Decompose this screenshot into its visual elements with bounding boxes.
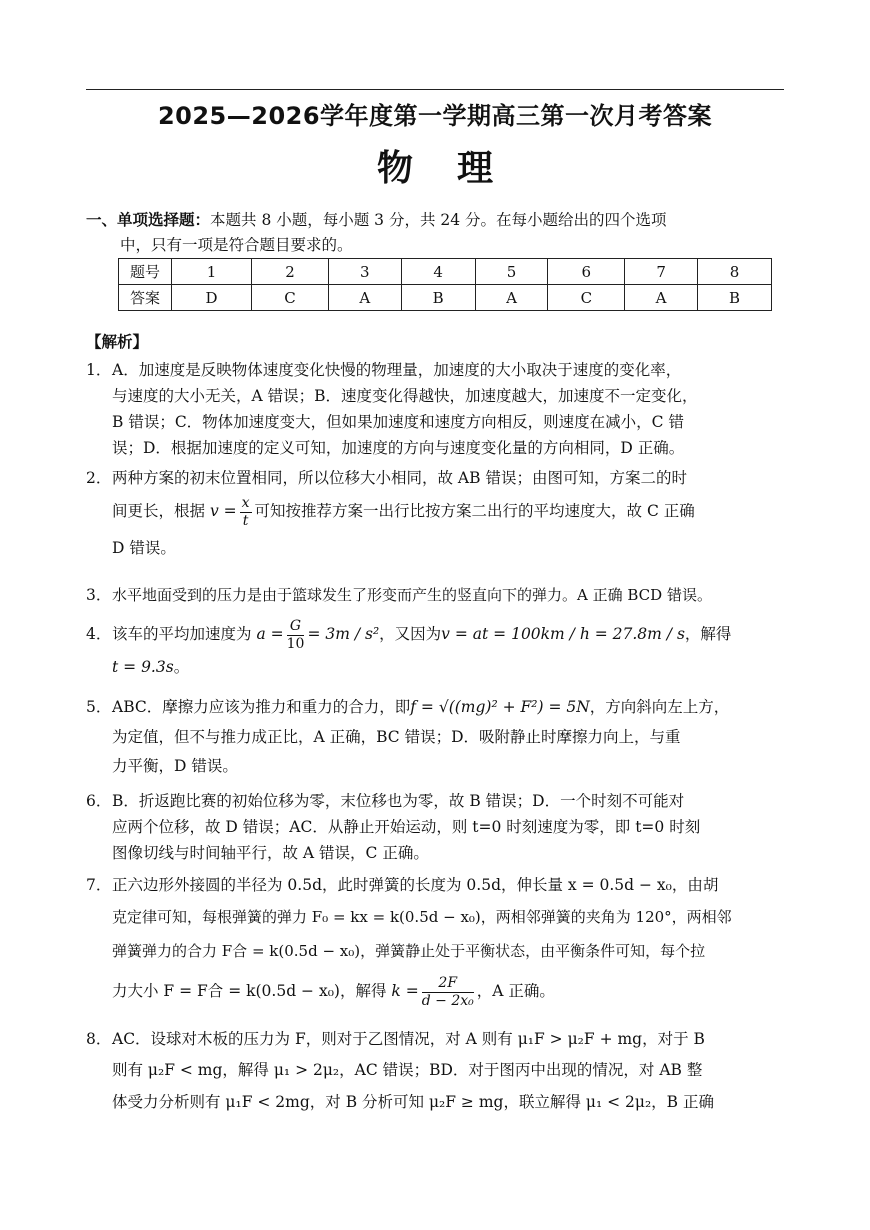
item-number: 5．	[86, 698, 112, 716]
table-cell: C	[252, 285, 329, 311]
table-cell: 4	[401, 259, 475, 285]
item-text: 。	[173, 658, 190, 676]
table-row-numbers	[119, 259, 772, 285]
item-number: 3．	[86, 586, 112, 604]
item-text: 力平衡，D 错误。	[112, 757, 238, 775]
fraction-denominator: 10	[286, 635, 305, 652]
item-text: 克定律可知，每根弹簧的弹力 F₀ = kx = k(0.5d − x₀)，两相邻弹簧的夹角为 120°，两相邻	[112, 908, 732, 926]
item-text: 与速度的大小无关，A 错误；B．速度变化得越快，加速度越大，加速度不一定变化，	[112, 387, 698, 405]
fraction-numerator: G	[287, 618, 305, 636]
item-text: 间更长，根据	[112, 502, 206, 520]
item-text: 则有 μ₂F < mg，解得 μ₁ > 2μ₂，AC 错误；BD．对于图丙中出现的情况，对 AB 整	[112, 1061, 703, 1079]
fraction-numerator: x	[241, 494, 250, 511]
answer-table	[118, 258, 772, 311]
page-title: 2025—2026学年度第一学期高三第一次月考答案	[157, 102, 713, 130]
table-cell: 1	[172, 259, 252, 285]
item-text: 该车的平均加速度为	[112, 625, 252, 643]
formula-lhs: a =	[256, 625, 284, 643]
analysis-item-3	[86, 582, 786, 608]
row-label-answer: 答案	[119, 285, 172, 311]
table-cell: 3	[328, 259, 401, 285]
item-number: 2．	[86, 469, 112, 487]
item-text: D 错误。	[112, 539, 176, 557]
table-cell: 5	[475, 259, 548, 285]
formula: t = 9.3s	[112, 658, 174, 676]
item-text: 水平地面受到的压力是由于篮球发生了形变而产生的竖直向下的弹力。A 正确 BCD 错误。	[112, 586, 712, 604]
table-cell: A	[475, 285, 548, 311]
table-cell: 2	[252, 259, 329, 285]
item-text: B．折返跑比赛的初始位移为零，末位移也为零，故 B 错误；D．一个时刻不可能对	[112, 792, 685, 810]
item-number: 1．	[86, 361, 112, 379]
table-cell: A	[328, 285, 401, 311]
subject-title: 物理	[376, 148, 537, 189]
analysis-item-1	[86, 357, 786, 461]
fraction	[240, 495, 252, 530]
table-cell: C	[548, 285, 625, 311]
fraction-denominator: d − 2x₀	[421, 992, 474, 1009]
fraction-denominator: t	[242, 512, 249, 529]
item-text: ，解得	[684, 625, 732, 643]
analysis-item-6	[86, 788, 786, 866]
section-1-desc-2: 中，只有一项是符合题目要求的。	[120, 236, 353, 254]
section-1-intro	[86, 208, 786, 258]
fraction	[287, 618, 305, 653]
table-cell: B	[401, 285, 475, 311]
item-text: 力大小 F = F合 = k(0.5d − x₀)，解得	[112, 982, 387, 1000]
analysis-item-7	[86, 870, 786, 1014]
table-cell: D	[172, 285, 252, 311]
item-number: 7．	[86, 876, 112, 894]
item-text: ，又因为	[379, 625, 442, 643]
item-text: 应两个位移，故 D 错误；AC．从静止开始运动，则 t=0 时刻速度为零，即 t=0 时刻	[112, 818, 701, 836]
item-text: ，A 正确。	[476, 982, 555, 1000]
top-rule	[86, 89, 784, 90]
item-text: AC．设球对木板的压力为 F，则对于乙图情况，对 A 则有 μ₁F > μ₂F + mg，对于 B	[112, 1030, 705, 1048]
item-text: ABC．摩擦力应该为推力和重力的合力，即	[112, 698, 411, 716]
analysis-item-8	[86, 1024, 786, 1118]
formula-lhs: v =	[209, 502, 237, 520]
item-text: 可知按推荐方案一出行比按方案二出行的平均速度大，故 C 正确	[254, 502, 695, 520]
item-number: 8．	[86, 1030, 112, 1048]
item-text: ，方向斜向左上方，	[589, 698, 730, 716]
item-text: A．加速度是反映物体速度变化快慢的物理量，加速度的大小取决于速度的变化率，	[112, 361, 682, 379]
item-text: 图像切线与时间轴平行，故 A 错误，C 正确。	[112, 844, 429, 862]
formula-rhs: = 3m / s²	[307, 625, 380, 643]
item-text: 为定值，但不与推力成正比，A 正确，BC 错误；D．吸附静止时摩擦力向上，与重	[112, 728, 681, 746]
item-text: 弹簧弹力的合力 F合 = k(0.5d − x₀)，弹簧静止处于平衡状态，由平衡条件可知，每个拉	[112, 942, 706, 960]
item-number: 4．	[86, 625, 112, 643]
item-text: 误；D．根据加速度的定义可知，加速度的方向与速度变化量的方向相同，D 正确。	[112, 439, 685, 457]
fraction-numerator: 2F	[422, 975, 474, 993]
item-number: 6．	[86, 792, 112, 810]
item-text: 正六边形外接圆的半径为 0.5d，此时弹簧的长度为 0.5d，伸长量 x = 0.5d − x₀，由胡	[112, 876, 719, 894]
analysis-item-2	[86, 465, 786, 561]
item-text: 体受力分析则有 μ₁F < 2mg，对 B 分析可知 μ₂F ≥ mg，联立解得 μ₁ < 2μ₂，B 正确	[112, 1093, 714, 1111]
table-cell: 8	[698, 259, 772, 285]
fraction	[422, 975, 474, 1010]
analysis-item-4	[86, 614, 786, 680]
table-cell: A	[625, 285, 698, 311]
item-text: 两种方案的初末位置相同，所以位移大小相同，故 AB 错误；由图可知，方案二的时	[112, 469, 687, 487]
item-text: B 错误；C．物体加速度变大，但如果加速度和速度方向相反，则速度在减小，C 错	[112, 413, 684, 431]
formula-lhs: k =	[391, 982, 419, 1000]
formula: f = √((mg)² + F²) = 5N	[410, 698, 590, 716]
table-cell: 6	[548, 259, 625, 285]
section-1-desc-1: 本题共 8 小题，每小题 3 分，共 24 分。在每小题给出的四个选项	[210, 211, 667, 229]
table-cell: B	[698, 285, 772, 311]
table-row-answers	[119, 285, 772, 311]
table-cell: 7	[625, 259, 698, 285]
row-label-number: 题号	[119, 259, 172, 285]
analysis-item-5	[86, 692, 786, 780]
formula: v = at = 100km / h = 27.8m / s	[441, 625, 685, 643]
analysis-heading: 【解析】	[86, 333, 149, 351]
section-1-heading: 一、单项选择题：	[86, 211, 211, 229]
